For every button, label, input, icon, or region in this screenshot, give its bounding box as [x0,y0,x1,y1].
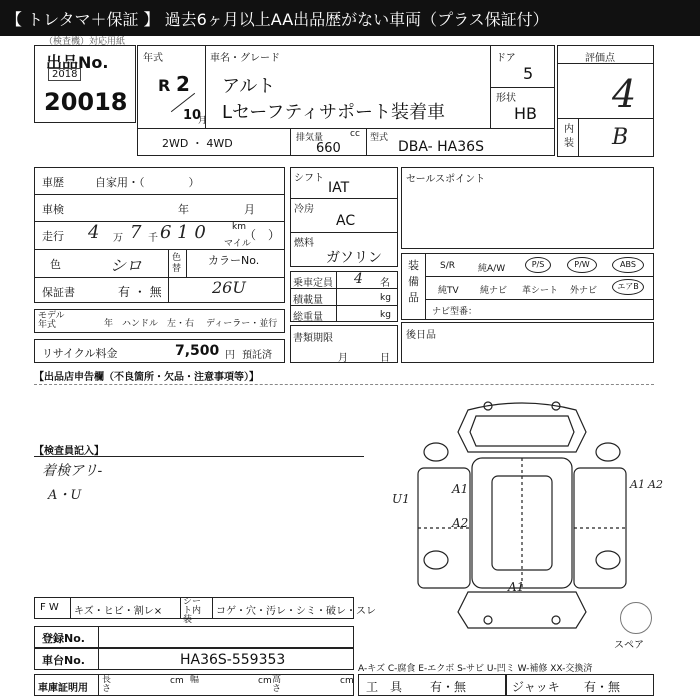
equip-ps: P/S [525,257,551,273]
subnote: （検査機）対応用紙 [44,37,126,47]
displacement-label: 排気量 [296,133,324,143]
diagram-u1: U1 [392,492,410,506]
fw-seat-items: コゲ・穴・汚レ・シミ・破レ・スレ [216,606,376,617]
doc-deadline-month: 月 [338,353,348,364]
warranty-value: 有 ・ 無 [118,285,162,299]
mileage-man-unit: 万 [113,233,123,244]
diagram-a2: A2 [452,516,469,530]
interior-label: 内装 [564,124,574,149]
car-label: 車名・グレード [210,53,280,64]
equip-airbag: エアB [612,279,644,295]
tools-label: 工 具 [366,680,403,694]
color-value: シロ [110,256,143,275]
fuel-value: ガソリン [326,250,382,266]
aircon-label: 冷房 [294,204,314,215]
lot-label: 出品No. [46,53,109,72]
equip-navi: 純ナビ [480,286,508,296]
lot-year-tag: 2018 [48,68,81,81]
cert-width-unit: cm [258,676,272,686]
history-label: 車歴 [42,176,64,189]
mileage-rest: 6 1 0 [160,222,206,243]
car-grade: Lセーフティサポート装着車 [222,102,445,123]
registration-label: 登録No. [42,632,85,645]
diagram-a1-rear: A1 [508,580,525,594]
doors-value: 5 [523,64,534,83]
post-install-label: 後日品 [406,330,436,341]
fw-items: キズ・ヒビ・割レ× [74,606,163,617]
doc-deadline-label: 書類期限 [293,333,333,344]
warranty-label: 保証書 [42,286,75,299]
displacement-value: 660 [316,141,341,156]
inspection-year-unit: 年 [178,203,189,216]
weight-unit: kg [380,310,391,320]
color-code-label: カラーNo. [208,254,260,267]
fuel-label: 燃料 [294,238,314,249]
spare-tire-icon [620,602,652,634]
nenshiki-month-unit: 月 [198,116,208,126]
displacement-unit: cc [350,129,360,139]
mileage-unit-km: km [232,222,246,232]
model-year-label: モデル年式 [38,311,65,330]
cert-length-unit: cm [170,676,184,686]
recycle-value: 7,500 [175,343,220,359]
mileage-label: 走行 [42,230,64,243]
color-code-value: 26U [212,278,246,297]
equip-leather: 革シート [522,286,559,296]
cert-label: 車庫証明用 [38,683,88,694]
mileage-unit-mile: マイル [224,239,251,249]
equip-sr: S/R [440,261,455,271]
load-unit: kg [380,293,391,303]
nenshiki-era: R [158,76,171,95]
fw-label: F W [40,602,59,613]
color-change-label: 色替 [172,253,182,274]
equipment-label: 装備品 [408,259,419,304]
score-label: 評価点 [585,53,615,64]
header-title: 【 トレタマ＋保証 】 過去6ヶ月以上AA出品歴がない車両（プラス保証付） [6,10,549,29]
inspector-line2: A・U [48,488,82,503]
equip-aw: 純A/W [478,264,506,274]
seller-notes-label: 【出品店申告欄（不良箇所・欠品・注意事項等）】 [34,372,259,383]
score-value: 4 [612,72,637,116]
nenshiki-month: 10 [183,108,202,123]
equip-pw: P/W [567,257,597,273]
legend: A-キズ C-腐食 E-エクボ S-サビ U-凹ミ W-補修 XX-交換済 [358,664,593,674]
mileage-man: 4 [88,222,100,243]
model-label: 型式 [370,133,389,143]
tools-value: 有・無 [430,680,467,694]
shape-label: 形状 [496,93,516,104]
equip-abs: ABS [612,257,644,273]
model-value: DBA- HA36S [398,139,484,155]
model-year-dealer: ディーラー・並行 [206,319,278,329]
diagram-a1-front: A1 [452,482,469,496]
capacity-label: 乗車定員 [293,278,333,289]
mileage-paren: （ ） [244,228,281,242]
equip-navi-model: ナビ型番： [432,307,478,317]
doors-label: ドア [496,53,516,64]
model-year-year-unit: 年 [104,319,114,329]
jack-label: ジャッキ [512,680,560,694]
spare-label: スペア [614,640,644,651]
load-label: 積載量 [293,295,323,306]
lot-number: 20018 [44,88,128,116]
diagram-a2-right: A2 [648,478,663,491]
interior-value: B [612,125,629,150]
shape-value: HB [514,104,538,123]
inspector-label: 【検査員記入】 [34,446,104,457]
inspector-line1: 着検アリ- [42,463,103,479]
car-diagram [390,392,654,632]
sales-point-label: セールスポイント [406,174,486,185]
inspection-month-unit: 月 [244,203,255,216]
color-label: 色 [50,258,61,271]
nenshiki-year: 2 [176,72,190,96]
capacity-value: 4 [354,271,363,287]
drive-label: 2WD ・ 4WD [162,137,233,150]
model-year-handle: ハンドル 左・右 [122,319,195,329]
equip-tv: 純TV [438,286,459,296]
cert-height: 高さ [272,675,282,694]
jack-value: 有・無 [584,680,621,694]
post-install-box [401,322,654,363]
shift-label: シフト [294,173,324,184]
shift-value: IAT [328,180,350,196]
doc-deadline-day: 日 [380,353,390,364]
nenshiki-label: 年式 [143,53,163,64]
chassis-label: 車台No. [42,654,85,667]
capacity-unit: 名 [380,278,390,289]
equip-ext-navi: 外ナビ [570,286,598,296]
car-name: アルト [222,76,276,97]
cert-length: 長さ [102,675,112,694]
weight-label: 総重量 [293,312,323,323]
recycle-label: リサイクル料金 [42,347,118,360]
fw-seat-label: シート内装 [183,597,202,625]
mileage-sen: 7 [130,222,142,243]
history-value: 自家用・（ ） [95,176,200,189]
recycle-unit: 円 [225,350,235,361]
diagram-a1-right: A1 [630,478,645,491]
recycle-note: 預託済 [242,350,272,361]
inspection-label: 車検 [42,203,64,216]
chassis-value: HA36S-559353 [180,652,286,668]
aircon-value: AC [336,213,356,229]
cert-width: 幅 [190,675,200,685]
cert-height-unit: cm [340,676,354,686]
mileage-sen-unit: 千 [148,233,158,244]
